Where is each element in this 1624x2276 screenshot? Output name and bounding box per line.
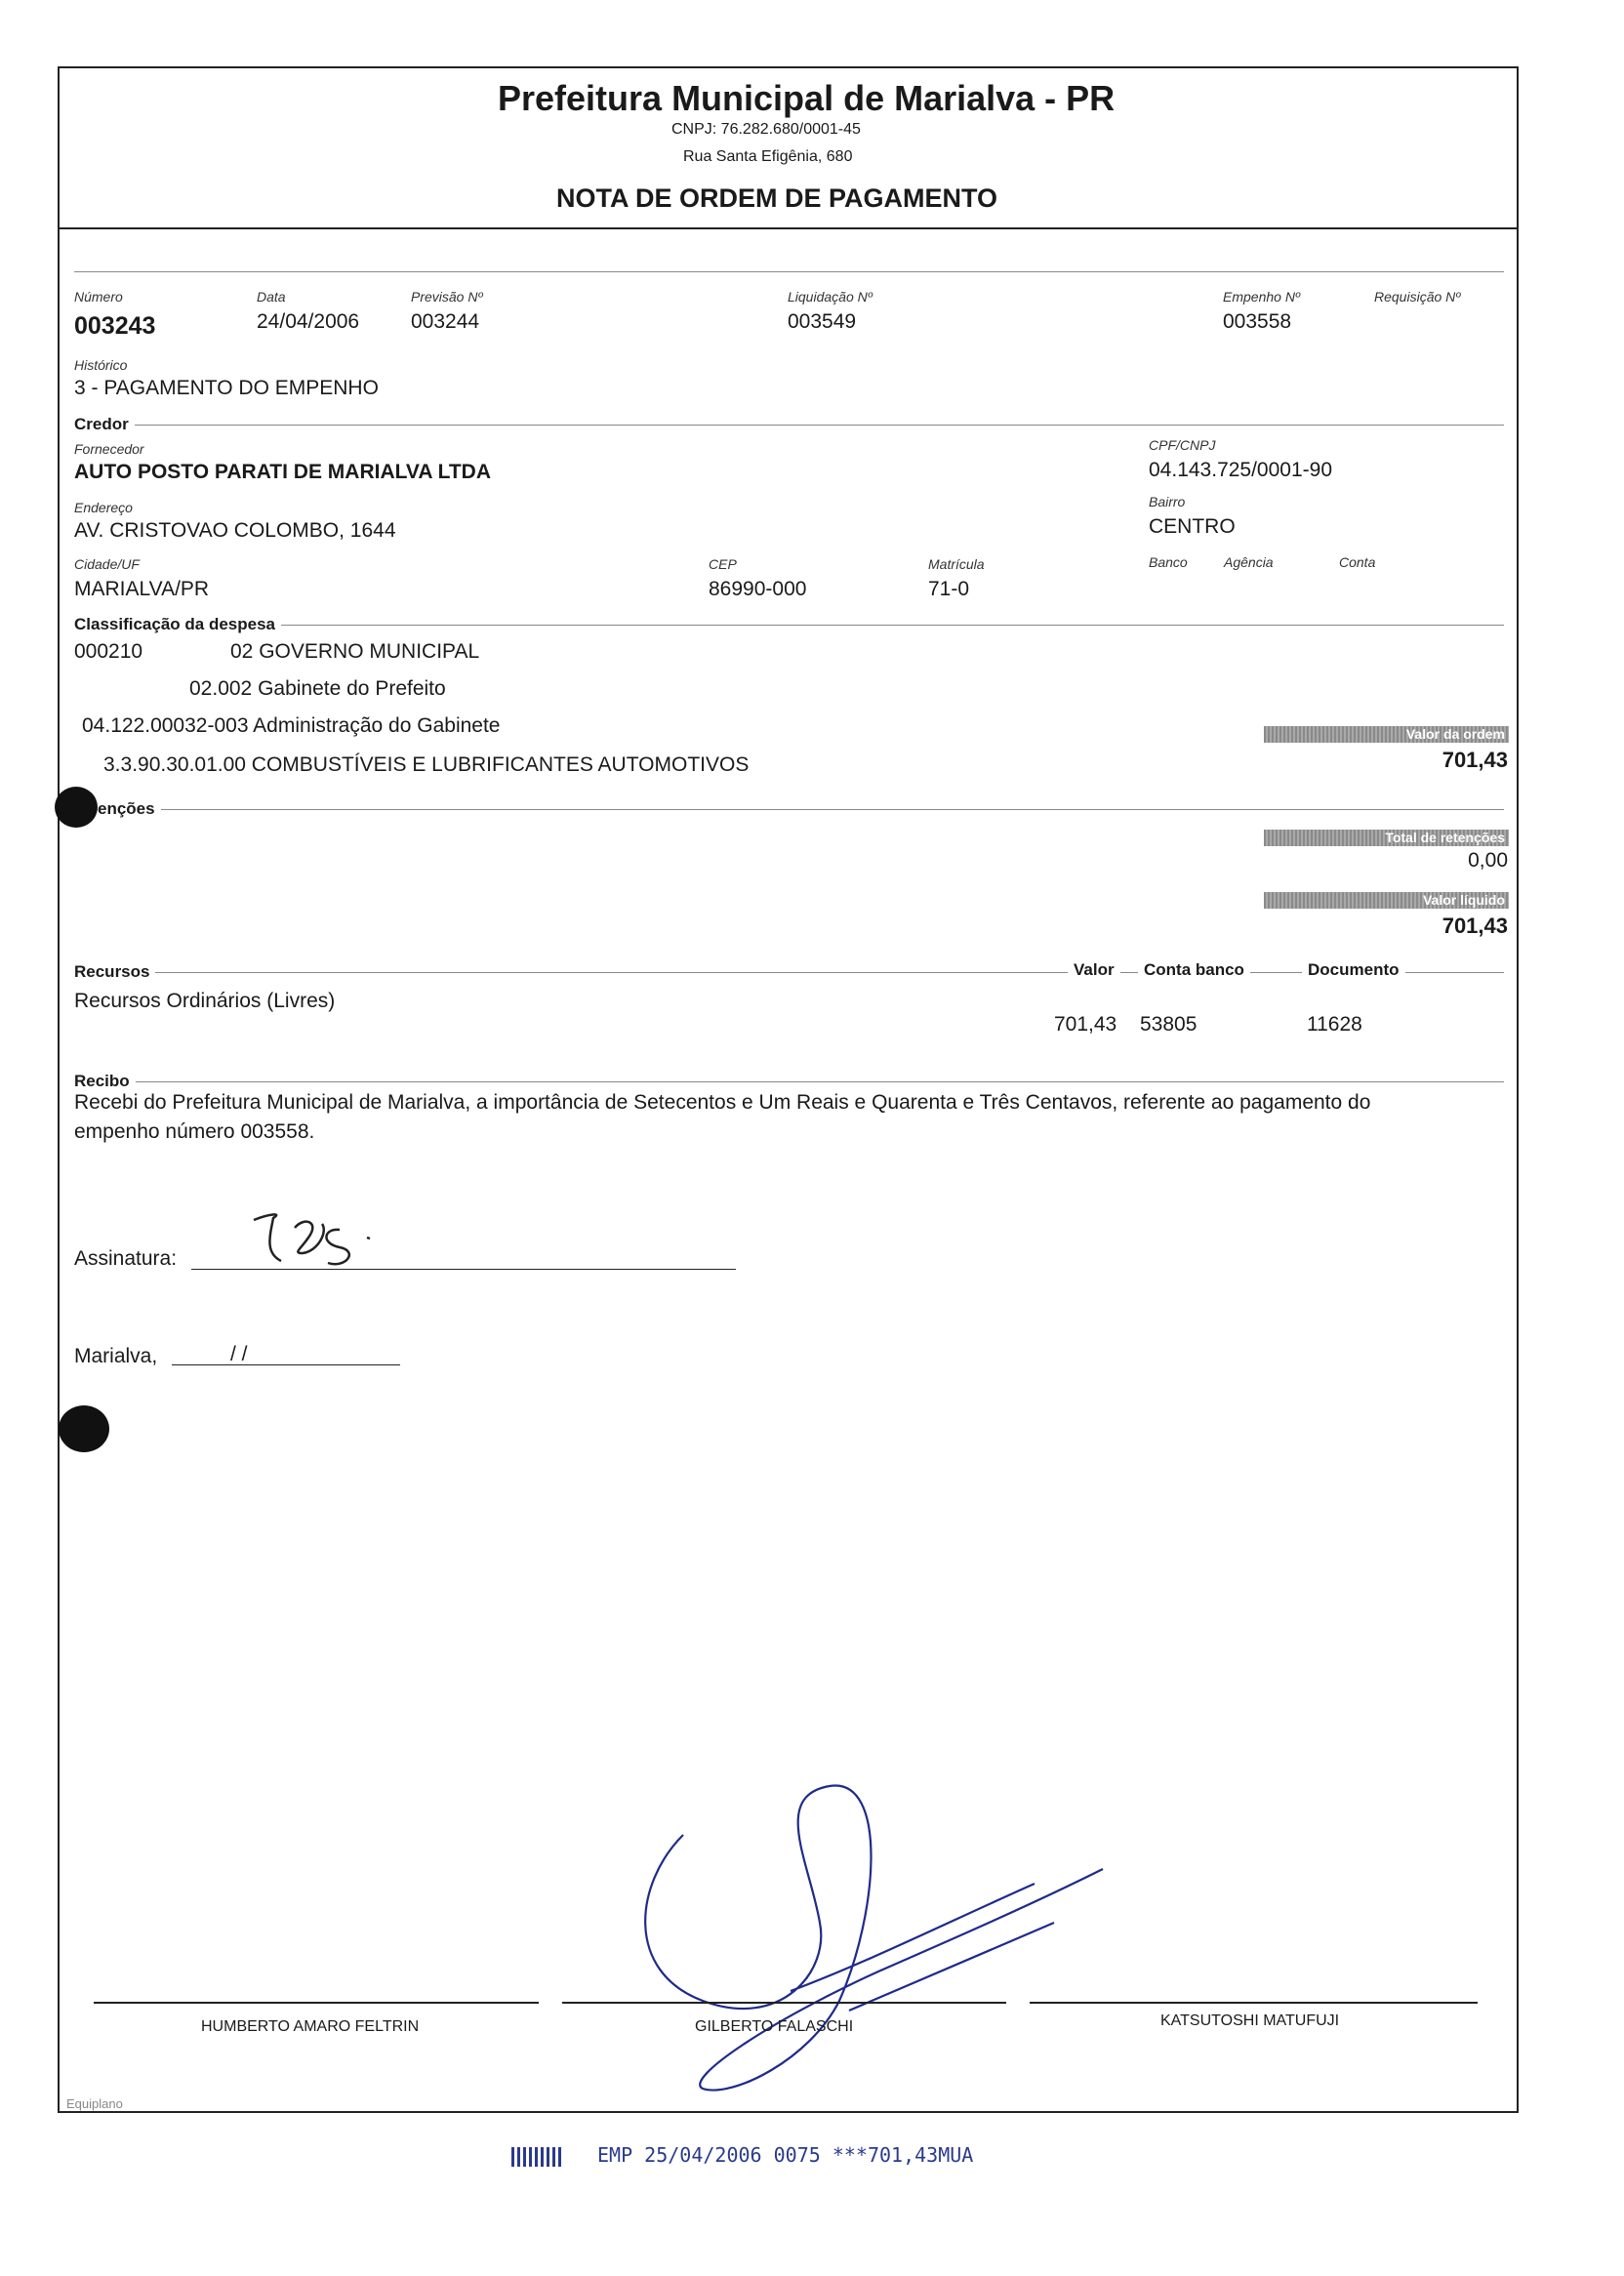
recursos-conta: 53805 — [1140, 1013, 1198, 1036]
cpf-value: 04.143.725/0001-90 — [1149, 459, 1333, 481]
recibo-rule — [74, 1081, 1504, 1082]
recibo-text-line2: empenho número 003558. — [74, 1120, 315, 1143]
signature-line-1 — [94, 2002, 539, 2004]
classificacao-line3: 04.122.00032-003 Administração do Gabinete — [82, 714, 501, 737]
data-value: 24/04/2006 — [257, 310, 360, 333]
total-retencoes-label: Total de retenções — [1385, 830, 1505, 845]
header-cnpj: CNPJ: 76.282.680/0001-45 — [671, 121, 861, 138]
signatory-3: KATSUTOSHI MATUFUJI — [1160, 2012, 1340, 2029]
previsao-value: 003244 — [411, 310, 480, 333]
date-underline — [172, 1364, 400, 1365]
punch-hole-mark-2 — [59, 1405, 109, 1452]
cidade-label: Cidade/UF — [74, 556, 140, 572]
signature-line-3 — [1030, 2002, 1478, 2004]
date-slashes: / / — [230, 1343, 248, 1365]
valor-ordem-label: Valor da ordem — [1405, 726, 1505, 742]
total-retencoes-value: 0,00 — [1468, 849, 1508, 872]
header-divider — [58, 227, 1519, 229]
recursos-descricao: Recursos Ordinários (Livres) — [74, 990, 336, 1012]
bairro-value: CENTRO — [1149, 515, 1236, 538]
official-signature — [625, 1776, 1132, 2108]
empenho-label: Empenho Nº — [1223, 289, 1301, 305]
historico-label: Histórico — [74, 357, 128, 373]
classificacao-rule — [74, 625, 1504, 626]
signatory-1: HUMBERTO AMARO FELTRIN — [201, 2018, 420, 2035]
recibo-section-title: Recibo — [74, 1072, 136, 1091]
recipient-signature — [244, 1189, 400, 1277]
data-label: Data — [257, 289, 286, 305]
liquidacao-value: 003549 — [788, 310, 857, 333]
recursos-documento: 11628 — [1307, 1013, 1362, 1036]
empenho-value: 003558 — [1223, 310, 1292, 333]
recursos-rule — [74, 972, 1504, 973]
classificacao-line1: 02 GOVERNO MUNICIPAL — [230, 640, 480, 663]
recursos-valor-header: Valor — [1068, 960, 1120, 980]
retencoes-rule — [74, 809, 1504, 810]
matricula-label: Matrícula — [928, 556, 985, 572]
fornecedor-value: AUTO POSTO PARATI DE MARIALVA LTDA — [74, 461, 491, 483]
credor-section-title: Credor — [74, 415, 135, 434]
valor-ordem-value: 701,43 — [1441, 748, 1508, 772]
previsao-label: Previsão Nº — [411, 289, 483, 305]
valor-liquido-bar — [1264, 892, 1509, 909]
valor-liquido-label: Valor líquido — [1422, 892, 1505, 908]
classificacao-line2: 02.002 Gabinete do Prefeito — [189, 677, 446, 700]
matricula-value: 71-0 — [928, 578, 970, 600]
recursos-documento-header: Documento — [1302, 960, 1405, 980]
endereco-label: Endereço — [74, 500, 133, 515]
punch-hole-mark — [55, 787, 98, 828]
cep-value: 86990-000 — [709, 578, 807, 600]
numero-value: 003243 — [74, 312, 156, 340]
retencoes-section-title: enções — [98, 799, 161, 819]
requisicao-label: Requisição Nº — [1374, 289, 1461, 305]
page-title: Prefeitura Municipal de Marialva - PR — [498, 78, 1116, 118]
recibo-text-line1: Recebi do Prefeitura Municipal de Marialva, a importância de Setecentos e Um Reais e Quarenta e Três Centavos, referente ao pagamento do — [74, 1091, 1371, 1114]
document-title: NOTA DE ORDEM DE PAGAMENTO — [556, 183, 998, 213]
total-retencoes-bar — [1264, 830, 1509, 846]
banco-label: Banco — [1149, 554, 1188, 570]
liquidacao-label: Liquidação Nº — [788, 289, 873, 305]
classificacao-line4: 3.3.90.30.01.00 COMBUSTÍVEIS E LUBRIFICANTES AUTOMOTIVOS — [103, 753, 750, 776]
conta-label: Conta — [1339, 554, 1376, 570]
cpf-label: CPF/CNPJ — [1149, 437, 1216, 453]
bank-stamp-text: EMP 25/04/2006 0075 ***701,43MUA — [597, 2143, 974, 2167]
recursos-valor: 701,43 — [1054, 1013, 1117, 1036]
endereco-value: AV. CRISTOVAO COLOMBO, 1644 — [74, 519, 396, 542]
signatory-2: GILBERTO FALASCHI — [695, 2018, 854, 2035]
recursos-section-title: Recursos — [74, 962, 155, 982]
ids-top-rule — [74, 271, 1504, 272]
cidade-value: MARIALVA/PR — [74, 578, 210, 600]
bairro-label: Bairro — [1149, 494, 1186, 509]
classificacao-section-title: Classificação da despesa — [74, 615, 281, 634]
historico-value: 3 - PAGAMENTO DO EMPENHO — [74, 377, 379, 399]
cep-label: CEP — [709, 556, 737, 572]
assinatura-label: Assinatura: — [74, 1247, 178, 1270]
credor-rule — [74, 425, 1504, 426]
numero-label: Número — [74, 289, 123, 305]
header-address: Rua Santa Efigênia, 680 — [683, 148, 853, 165]
recursos-conta-header: Conta banco — [1138, 960, 1250, 980]
classificacao-code: 000210 — [74, 640, 143, 663]
agencia-label: Agência — [1224, 554, 1274, 570]
signature-line-2 — [562, 2002, 1006, 2004]
valor-ordem-bar — [1264, 726, 1509, 743]
fornecedor-label: Fornecedor — [74, 441, 144, 457]
valor-liquido-value: 701,43 — [1441, 914, 1508, 938]
local-label: Marialva, — [74, 1345, 158, 1367]
software-credit: Equiplano — [66, 2096, 123, 2111]
bank-stamp-logo — [511, 2147, 562, 2167]
